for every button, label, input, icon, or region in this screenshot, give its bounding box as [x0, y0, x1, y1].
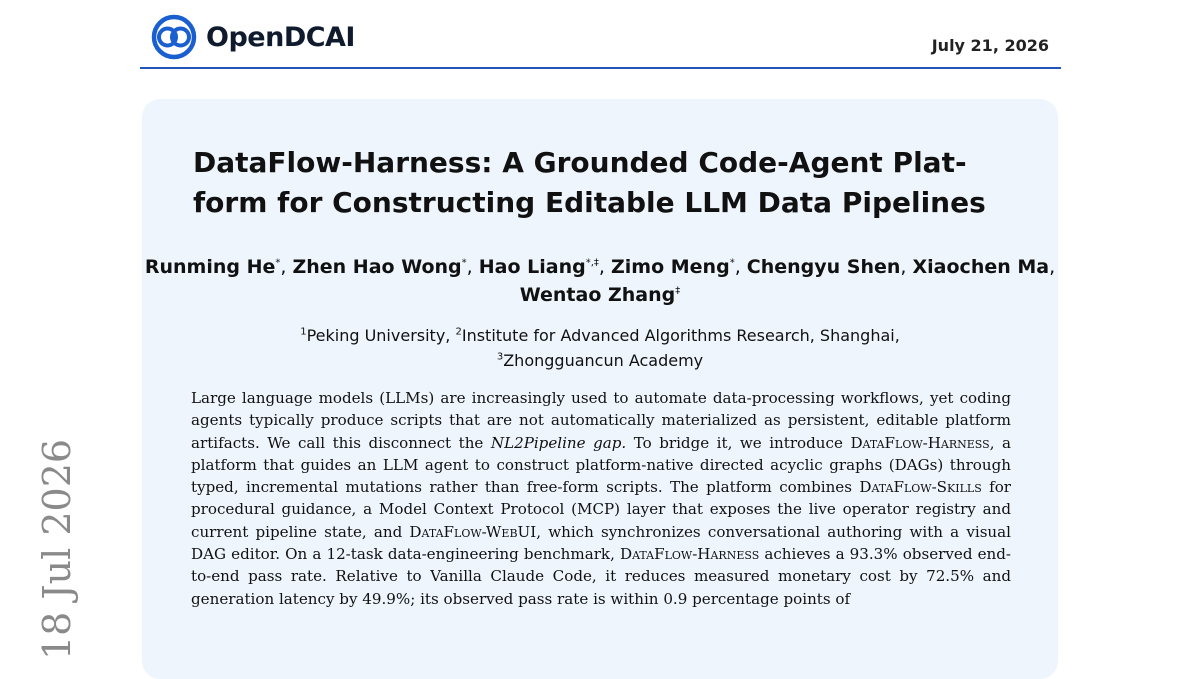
author: Xiaochen Ma — [912, 256, 1050, 278]
nl2pipeline-term: NL2Pipeline gap. — [490, 433, 627, 452]
author: Runming He* — [144, 256, 281, 278]
system-name: DataFlow-Harness — [850, 433, 990, 452]
author: Zhen Hao Wong* — [292, 256, 467, 278]
logo — [150, 14, 355, 60]
opendcai-logo-icon — [150, 14, 198, 60]
affiliation: $^3$Zhongguancun Academy — [496, 351, 704, 370]
system-name: DataFlow-Harness — [619, 545, 760, 564]
paper-title — [193, 143, 1053, 223]
abstract-text: Large language models (LLMs) are increasingly used to automate data-processing workflows, yet coding agents typically produce scripts that are not automatically materialized as persistent, editable platform artifacts. We call this disconnect the NL2Pipeline gap. To bridge it, we introduce DataFlow-Harness, a platform that guides an LLM agent to construct platform-native directed acyclic graphs (DAGs) through typed, incremental mutations rather than free-form scripts. The platform combines DataFlow-Skills for procedural guidance, a Model Context Protocol (MCP) layer that exposes the live operator registry and current pipeline state, and DataFlow-WebUI, which synchronizes conversational authoring with a visual DAG editor. On a 12-task data-engineering benchmark, DataFlow-Harness achieves a 93.3% observed end-to-end pass rate. Relative to Vanilla Claude Code, it reduces measured monetary cost by 72.5% and generation latency by 49.9%; its observed pass rate is within 0.9 percentage points of — [191, 389, 1012, 608]
author: Chengyu Shen — [746, 256, 901, 278]
side-stamp-text: 18 Jul 2026 — [35, 438, 79, 660]
system-name: DataFlow-Skills — [859, 478, 982, 497]
logo-text: OpenDCAI — [206, 21, 355, 53]
author: Zimo Meng* — [611, 256, 735, 278]
affiliations: $^1$Peking University, $^2$Institute for Advanced Algorithms Research, Shanghai, $^3$Zhongguancun Academy — [300, 326, 900, 370]
affiliation: $^2$Institute for Advanced Algorithms Research, Shanghai — [455, 326, 895, 345]
title-line-2: form for Constructing Editable LLM Data Pipelines — [193, 186, 986, 219]
title-line-1: DataFlow-Harness: A Grounded Code-Agent Plat- — [193, 146, 967, 179]
header-date: July 21, 2026 — [931, 36, 1049, 55]
author: Wentao Zhang‡ — [519, 284, 681, 306]
system-name: DataFlow-WebUI — [409, 522, 537, 541]
author-list: Runming He*, Zhen Hao Wong*, Hao Liang*,‡, Zimo Meng*, Chengyu Shen, Xiaochen Ma, Wentao Zhang‡ — [144, 256, 1056, 306]
page-header — [140, 10, 1061, 69]
author: Hao Liang*,‡ — [478, 256, 599, 278]
affiliation: $^1$Peking University — [300, 326, 446, 345]
